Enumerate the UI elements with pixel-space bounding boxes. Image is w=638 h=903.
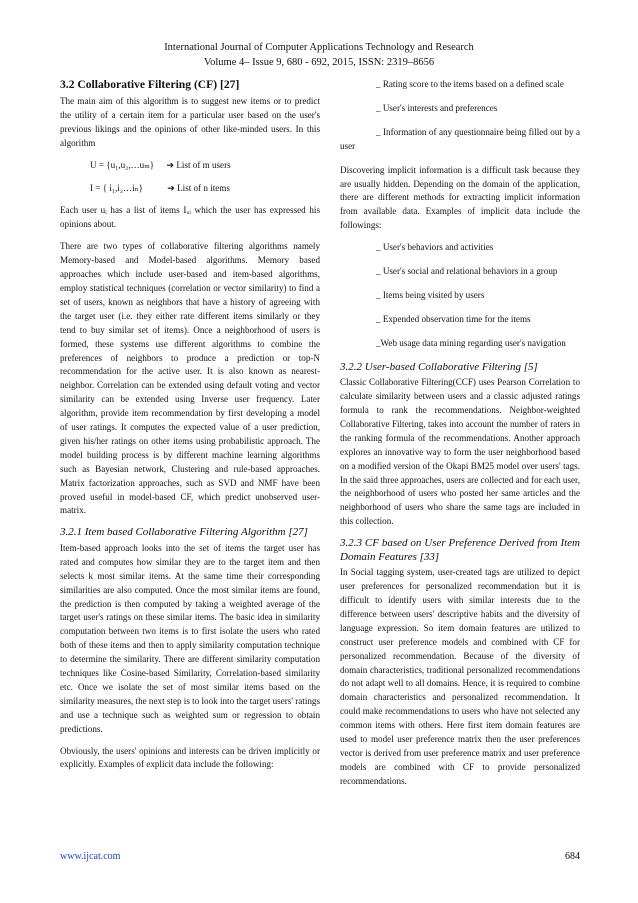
equation-users [90, 159, 320, 173]
list-item: _Web usage data mining regarding user's navigation [376, 337, 566, 348]
implicit-data-paragraph: Discovering implicit information is a difficult task because they are usually hidden. Depending on the domain of the application, there are different methods for extracting implicit information from available data. Examples of implicit data include the followings: [340, 164, 580, 231]
journal-issue: Volume 4– Issue 9, 680 - 692, 2015, ISSN: 2319–8656 [203, 57, 435, 68]
equation-users-rhs: ➔ List of m users [166, 159, 231, 170]
list-item: _ Rating score to the items based on a defined scale [376, 79, 564, 89]
cf-intro-paragraph: The main aim of this algorithm is to suggest new items or to predict the utility of a certain item for a particular user based on the user's previous likings and the opinions of other like-minded users. In this algorithm [60, 96, 320, 148]
subsection-heading-3-2-2: 3.2.2 User-based Collaborative Filtering [5] [340, 360, 538, 373]
equation-users-lhs: U = {u₁,u₂,…uₘ} [90, 159, 155, 170]
journal-url-link[interactable]: www.ijcat.com [60, 851, 121, 862]
cf-types-paragraph: There are two types of collaborative filtering algorithms namely Memory-based and Model-based algorithms. Memory based approaches which include user-based and item-based algorithms, employ statistical techniques (correlation or vector similarity) to find a set of users, known as neighbors that have a history of agreeing with the target user (i.e. they either rate different items similarly or they tend to buy similar set of items). Once a neighborhood of users is formed, these systems use different algorithms to combine the preferences of neighbors to produce a prediction or top-N recommendation for the active user. It is also known as nearest-neighbor. Correlation can be extended using default voting and vector similarity can be extended using Inverse user frequency. Later algorithm, provide item recommendation by first developing a model of user ratings. It computes the expected value of a user prediction, given his/her ratings on other items using probabilistic approach. The model building process is by different machine learning algorithms such as Bayesian network, Clustering and rule-based approaches. Matrix factorization approaches, such as SVD and NMF have been proved useful in model-based CF, which predict unobserved user-matrix. [60, 241, 320, 516]
list-item: _ Information of any questionnaire being filled out by a user [340, 126, 580, 151]
explicit-implicit-paragraph: Obviously, the users' opinions and interests can be driven implicitly or explicitly. Examples of explicit data include the following: [60, 745, 320, 770]
domain-features-paragraph: In Social tagging system, user-created tags are utilized to depict user preferences for personalized recommendation but it is difficult to identify users with similar interests due to the difference between users' descriptive habits and the diversity of language expression. So item domain features are utilized to construct user preference models and combined with CF for personalized recommendation. Because of the diversity of domain characteristics, traditional personalized recommendations do not adapt well to all domains. Hence, it is required to combine domain characteristics and personalized recommendation. It could make recommendations to users who have not selected any common items with others. Here first item domain features are used to model user preference matrix then the user preferences vector is derived from user preference matrix and user preference models are combined with CF to provide personalized recommendations. [340, 567, 580, 786]
list-item: _ Expended observation time for the items [376, 313, 531, 324]
equation-items [90, 182, 320, 196]
subsection-heading-3-2-3: 3.2.3 CF based on User Preference Derived from Item Domain Features [33] [340, 537, 580, 563]
page-number: 684 [565, 851, 580, 862]
list-item: _ Items being visited by users [376, 289, 485, 300]
subsection-heading-3-2-1: 3.2.1 Item based Collaborative Filtering Algorithm [27] [60, 526, 308, 539]
section-heading-3-2: 3.2 Collaborative Filtering (CF) [27] [60, 78, 240, 91]
right-column [340, 78, 580, 797]
page-footer [60, 851, 580, 862]
page-header [0, 40, 638, 70]
explicit-data-list [340, 78, 580, 154]
list-item: _ User's interests and preferences [376, 102, 498, 113]
equation-items-rhs: ➔ List of n items [167, 182, 230, 193]
list-item: _ User's social and relational behaviors in a group [376, 266, 558, 277]
user-based-paragraph: Classic Collaborative Filtering(CCF) uses Pearson Correlation to calculate similarity between users and a classic adjusted ratings formula to rank the recommendations. Neighbor-weighted Collaborative Filtering, takes into account the number of raters in the ranking formula of the recommendations. Another approach explores an innovative way to form the user neighborhood based on a modified version of the Okapi BM25 model over users' tags. In the said three approaches, users are collected and for each user, the neighborhood of users who posted her same articles and the neighborhood of users who share the same tags are included in this collection. [340, 377, 580, 527]
implicit-data-list [340, 241, 580, 351]
item-based-paragraph: Item-based approach looks into the set of items the target user has rated and computes how similar they are to the target item and then selects k most similar items. At the same time their corresponding similarities are also computed. Once the most similar items are found, the prediction is then computed by taking a weighted average of the target user's ratings on these similar items. The basic idea in similarity computation between two items is to first isolate the users who rated both of these items and then to apply similarity computation technique to determine the similarity. There are different similarity computation techniques like Cosine-based Similarity, Correlation-based similarity etc. Once we isolate the set of most similar items based on the similarity measures, the next step is to look into the target users' ratings and use a technique such as weighted sum or regression to obtain predictions. [60, 542, 320, 734]
equation-items-lhs: I = { i₁,i₂…iₙ} [90, 182, 143, 193]
journal-title: International Journal of Computer Applications Technology and Research [164, 42, 474, 53]
left-column [60, 78, 320, 780]
list-item: _ User's behaviors and activities [376, 242, 494, 253]
each-user-paragraph: Each user uᵢ has a list of items Iᵤᵢ which the user has expressed his opinions about. [60, 205, 320, 230]
